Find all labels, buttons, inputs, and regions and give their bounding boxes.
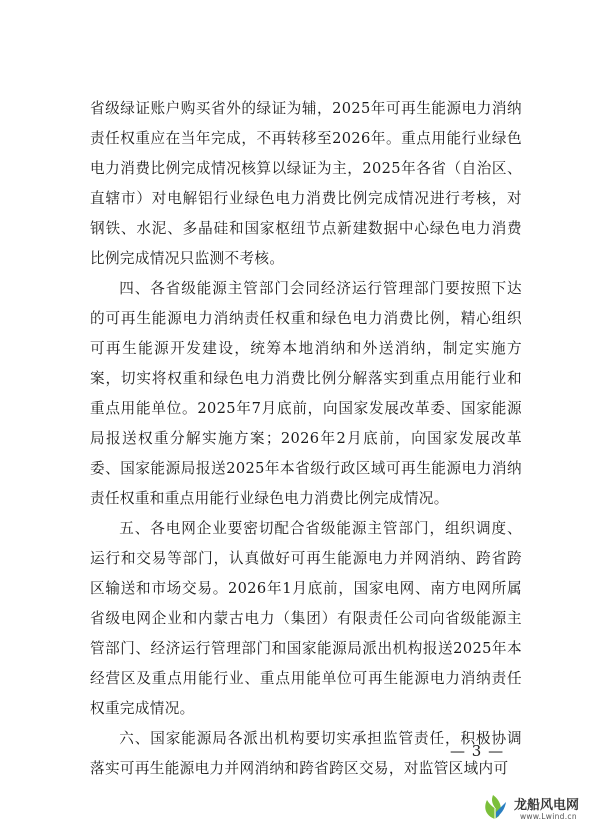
paragraph-3: 五、各电网企业要密切配合省级能源主管部门，组织调度、运行和交易等部门，认真做好可再生能源电力并网消纳、跨省跨区输送和市场交易。2026年1月底前，国家电网、南方电网所属省级电网企业和内蒙古电力（集团）有限责任公司向省级能源主管部门、经济运行管理部门和国家能源局派出机构报送2025年本经营区及重点用能行业、重点用能单位可再生能源电力消纳责任权重完成情况。 bbox=[90, 520, 522, 717]
watermark-site-url: www.Lwind.cn bbox=[520, 812, 577, 821]
paragraph-1: 省级绿证账户购买省外的绿证为辅，2025年可再生能源电力消纳责任权重应在当年完成，不再转移至2026年。重点用能行业绿色电力消费比例完成情况核算以绿证为主，2025年各省（自治区、直辖市）对电解铝行业绿色电力消费比例完成情况进行考核，对钢铁、水泥、多晶硅和国家枢纽节点新建数据中心绿色电力消费比例完成情况只监测不考核。 bbox=[90, 100, 522, 267]
paragraph-2: 四、各省级能源主管部门会同经济运行管理部门要按照下达的可再生能源电力消纳责任权重和绿色电力消费比例，精心组织可再生能源开发建设，统筹本地消纳和外送消纳，制定实施方案，切实将权重和绿色电力消费比例分解落实到重点用能行业和重点用能单位。2025年7月底前，向国家发展改革委、国家能源局报送权重分解实施方案；2026年2月底前，向国家发展改革委、国家能源局报送2025年本省级行政区域可再生能源电力消纳责任权重和重点用能行业绿色电力消费比例完成情况。 bbox=[90, 280, 522, 507]
watermark bbox=[480, 790, 598, 828]
page-number: — 3 — bbox=[450, 742, 505, 760]
watermark-site-name: 龙船风电网 bbox=[514, 798, 580, 813]
leaf-turbine-logo-icon bbox=[480, 792, 510, 822]
document-body bbox=[90, 94, 522, 784]
paragraph-4: 六、国家能源局各派出机构要切实承担监管责任，积极协调落实可再生能源电力并网消纳和跨省跨区交易，对监管区域内可 bbox=[90, 730, 522, 777]
